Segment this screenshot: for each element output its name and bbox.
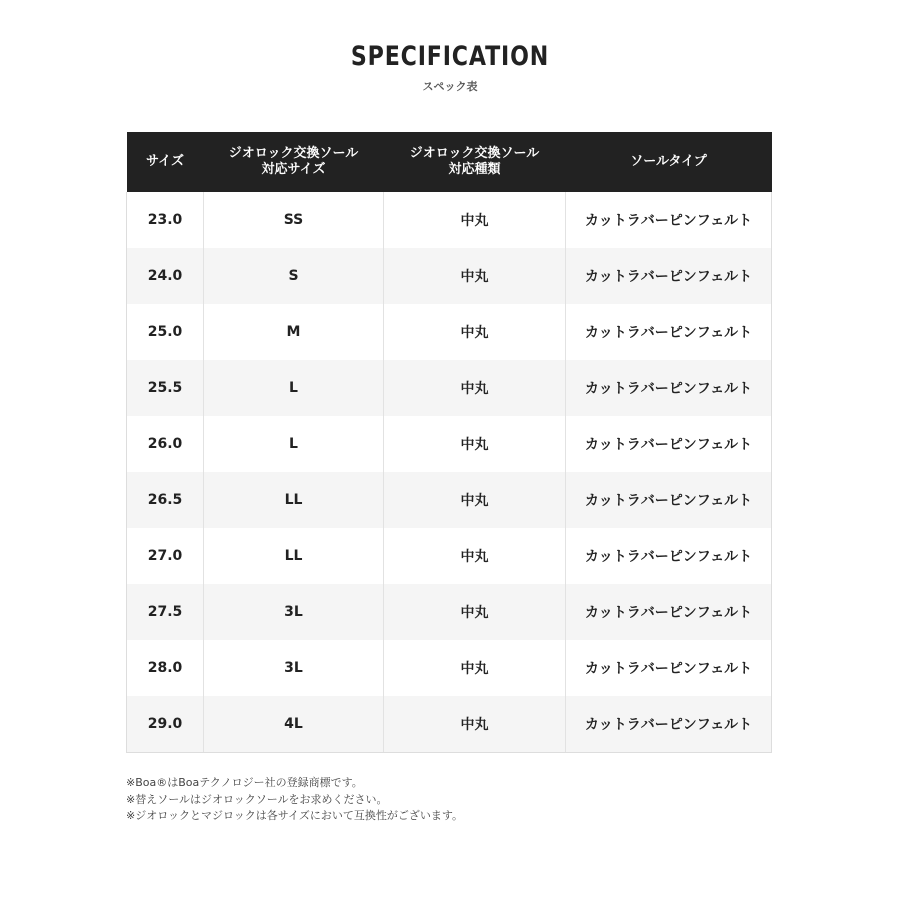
sole-size-cell: LL	[204, 472, 384, 528]
column-header-sole-size	[204, 132, 384, 192]
column-header-line: ジオロック交換ソール	[228, 146, 359, 161]
sole-type-cell: カットラバーピンフェルト	[566, 696, 772, 753]
footnotes	[126, 775, 826, 825]
column-header-sole-type	[566, 132, 772, 192]
sole-kind-cell: 中丸	[384, 640, 566, 696]
size-cell: 27.5	[127, 584, 204, 640]
sole-size-cell: L	[204, 416, 384, 472]
page-title: SPECIFICATION	[350, 41, 550, 72]
spec-table-body	[127, 192, 772, 753]
sole-type-cell: カットラバーピンフェルト	[566, 192, 772, 248]
size-cell: 29.0	[127, 696, 204, 753]
size-cell: 23.0	[127, 192, 204, 248]
table-row	[127, 696, 772, 753]
sole-size-cell: 4L	[204, 696, 384, 753]
sole-kind-cell: 中丸	[384, 304, 566, 360]
table-row	[127, 192, 772, 248]
page-subtitle: スペック表	[422, 80, 478, 93]
column-header-size	[127, 132, 204, 192]
footnote: ※Boa®はBoaテクノロジー社の登録商標です。	[126, 776, 363, 789]
sole-kind-cell: 中丸	[384, 416, 566, 472]
sole-size-cell: 3L	[204, 584, 384, 640]
sole-kind-cell: 中丸	[384, 528, 566, 584]
sole-size-cell: S	[204, 248, 384, 304]
table-row	[127, 304, 772, 360]
table-row	[127, 584, 772, 640]
spec-table	[126, 132, 772, 753]
sole-size-cell: L	[204, 360, 384, 416]
table-row	[127, 248, 772, 304]
sole-kind-cell: 中丸	[384, 192, 566, 248]
column-header-line: ジオロック交換ソール	[409, 146, 540, 161]
column-header-sole-kind	[384, 132, 566, 192]
size-cell: 26.5	[127, 472, 204, 528]
table-row	[127, 360, 772, 416]
column-header-line: 対応種類	[448, 162, 501, 177]
sole-size-cell: LL	[204, 528, 384, 584]
size-cell: 24.0	[127, 248, 204, 304]
sole-kind-cell: 中丸	[384, 360, 566, 416]
sole-type-cell: カットラバーピンフェルト	[566, 416, 772, 472]
sole-type-cell: カットラバーピンフェルト	[566, 528, 772, 584]
column-header-line: ソールタイプ	[630, 154, 707, 169]
sole-type-cell: カットラバーピンフェルト	[566, 248, 772, 304]
sole-size-cell: 3L	[204, 640, 384, 696]
size-cell: 28.0	[127, 640, 204, 696]
size-cell: 26.0	[127, 416, 204, 472]
footnote: ※替えソールはジオロックソールをお求めください。	[126, 792, 388, 806]
table-row	[127, 640, 772, 696]
size-cell: 27.0	[127, 528, 204, 584]
sole-kind-cell: 中丸	[384, 584, 566, 640]
table-row	[127, 528, 772, 584]
column-header-line: 対応サイズ	[261, 162, 326, 177]
table-row	[127, 416, 772, 472]
size-cell: 25.5	[127, 360, 204, 416]
sole-kind-cell: 中丸	[384, 248, 566, 304]
sole-type-cell: カットラバーピンフェルト	[566, 360, 772, 416]
table-row	[127, 472, 772, 528]
header-row	[127, 132, 772, 192]
size-cell: 25.0	[127, 304, 204, 360]
sole-kind-cell: 中丸	[384, 696, 566, 753]
sole-type-cell: カットラバーピンフェルト	[566, 640, 772, 696]
spec-table-header	[127, 132, 772, 192]
column-header-line: サイズ	[146, 154, 184, 169]
sole-type-cell: カットラバーピンフェルト	[566, 472, 772, 528]
sole-kind-cell: 中丸	[384, 472, 566, 528]
sole-type-cell: カットラバーピンフェルト	[566, 304, 772, 360]
sole-type-cell: カットラバーピンフェルト	[566, 584, 772, 640]
footnote: ※ジオロックとマジロックは各サイズにおいて互換性がございます。	[126, 809, 464, 822]
sole-size-cell: M	[204, 304, 384, 360]
sole-size-cell: SS	[204, 192, 384, 248]
